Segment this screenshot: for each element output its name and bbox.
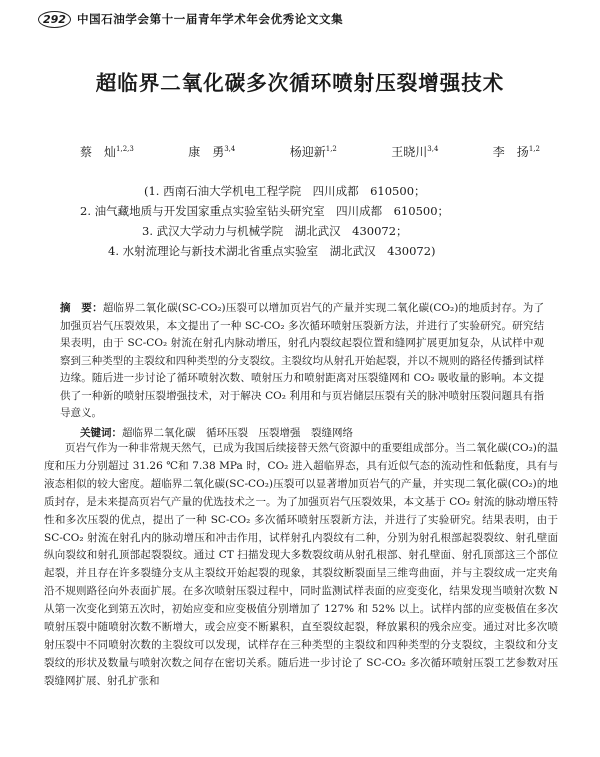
abstract-paragraph	[60, 300, 544, 423]
running-head	[38, 9, 343, 29]
author: 康 勇$^{3,4}$	[188, 145, 236, 159]
author: 王晓川$^{3,4}$	[391, 145, 439, 159]
affiliation-line: (1. 西南石油大学机电工程学院 四川成都 610500；	[144, 184, 426, 198]
author-list	[80, 143, 540, 160]
journal-title: 中国石油学会第十一届青年学术年会优秀论文文集	[76, 12, 344, 26]
author: 李 扬$^{1,2}$	[492, 145, 540, 159]
affiliation-line: 4. 水射流理论与新技术湖北省重点实验室 湖北武汉 430072)	[108, 244, 436, 258]
author: 蔡 灿$^{1,2,3}$	[80, 145, 134, 159]
abstract-label: 摘 要：	[60, 302, 103, 314]
keywords-label: 关键词：	[80, 426, 122, 439]
paper-title: 超临界二氧化碳多次循环喷射压裂增强技术	[95, 71, 505, 95]
affiliations	[60, 181, 560, 261]
affiliation-line: 2. 油气藏地质与开发国家重点实验室钻头研究室 四川成都 610500；	[80, 204, 450, 218]
body-text	[44, 440, 558, 691]
page-number: 292	[38, 11, 71, 28]
keywords-text: 超临界二氧化碳 循环压裂 压裂增强 裂缝网络	[122, 426, 353, 439]
abstract	[60, 300, 544, 442]
abstract-text: 超临界二氧化碳(SC-CO₂)压裂可以增加页岩气的产量并实现二氧化碳(CO₂)的地质封存。为了加强页岩气压裂效果，本文提出了一种 SC-CO₂ 多次循环喷射压裂新方法，并进行了实验研究。研究结果表明，由于 SC-CO₂ 射流在射孔内脉动增压，射孔内裂纹起裂位置和缝网扩展更加复杂，从试样中观察到三种类型的主裂纹和四种类型的分支裂纹。主裂纹均从射孔开始起裂，并以不规则的路径传播到试样边缘。随后进一步讨论了循环喷射次数、喷射压力和喷射距离对压裂缝网和 CO₂ 吸收量的影响。本文提供了一种新的喷射压裂增强技术，对于解决 CO₂ 利用和与页岩储层压裂有关的脉冲喷射压裂问题具有指导意义。	[60, 302, 544, 419]
body-paragraph: 页岩气作为一种非常规天然气，已成为我国后续接替天然气资源中的重要组成部分。当二氧化碳(CO₂)的温度和压力分别超过 31.26 ℃和 7.38 MPa 时，CO₂ 进入超临界态，具有近似气态的流动性和低黏度，具有与液态相似的较大密度。超临界二氧化碳(SC-CO₂)压裂可以显著增加页岩气的产量，并实现二氧化碳(CO₂)的地质封存，是未来提高页岩气产量的优选技术之一。为了加强页岩气压裂效果，本文基于 CO₂ 射流的脉动增压特性和多次压裂的优点，提出了一种 SC-CO₂ 多次循环喷射压裂新方法，并进行了实验研究。结果表明，由于 SC-CO₂ 射流在射孔内的脉动增压和冲击作用，试样射孔内裂纹有二种，分别为射孔根部起裂裂纹、射孔壁面纵向裂纹和射孔顶部起裂裂纹。通过 CT 扫描发现大多数裂纹萌从射孔根部、射孔壁面、射孔顶部这三个部位起裂，并且存在许多裂缝分支从主裂纹开始起裂的现象，其裂纹断裂面呈三维弯曲面，并与主裂纹成一定夹角沿不规则路径向外表面扩展。在多次喷射压裂过程中，同时监测试样表面的应变变化，结果发现当喷射次数 N 从第一次变化到第五次时，初始应变和应变极值分别增加了 127% 和 52% 以上。试样内部的应变极值在多次喷射压裂中随喷射次数不断增大，或会应变不断累积，直至裂纹起裂，释放累积的残余应变。通过对比多次喷射压裂中不同喷射次数的主裂纹可以发现，试样存在三种类型的主裂纹和四种类型的分支裂纹，主裂纹和分支裂纹的形状及数量与喷射次数之间存在密切关系。随后进一步讨论了 SC-CO₂ 多次循环喷射压裂工艺参数对压裂缝网扩展、射孔扩张和	[44, 442, 558, 687]
affiliation-line: 3. 武汉大学动力与机械学院 湖北武汉 430072；	[142, 224, 408, 238]
author: 杨迎新$^{1,2}$	[289, 145, 337, 159]
